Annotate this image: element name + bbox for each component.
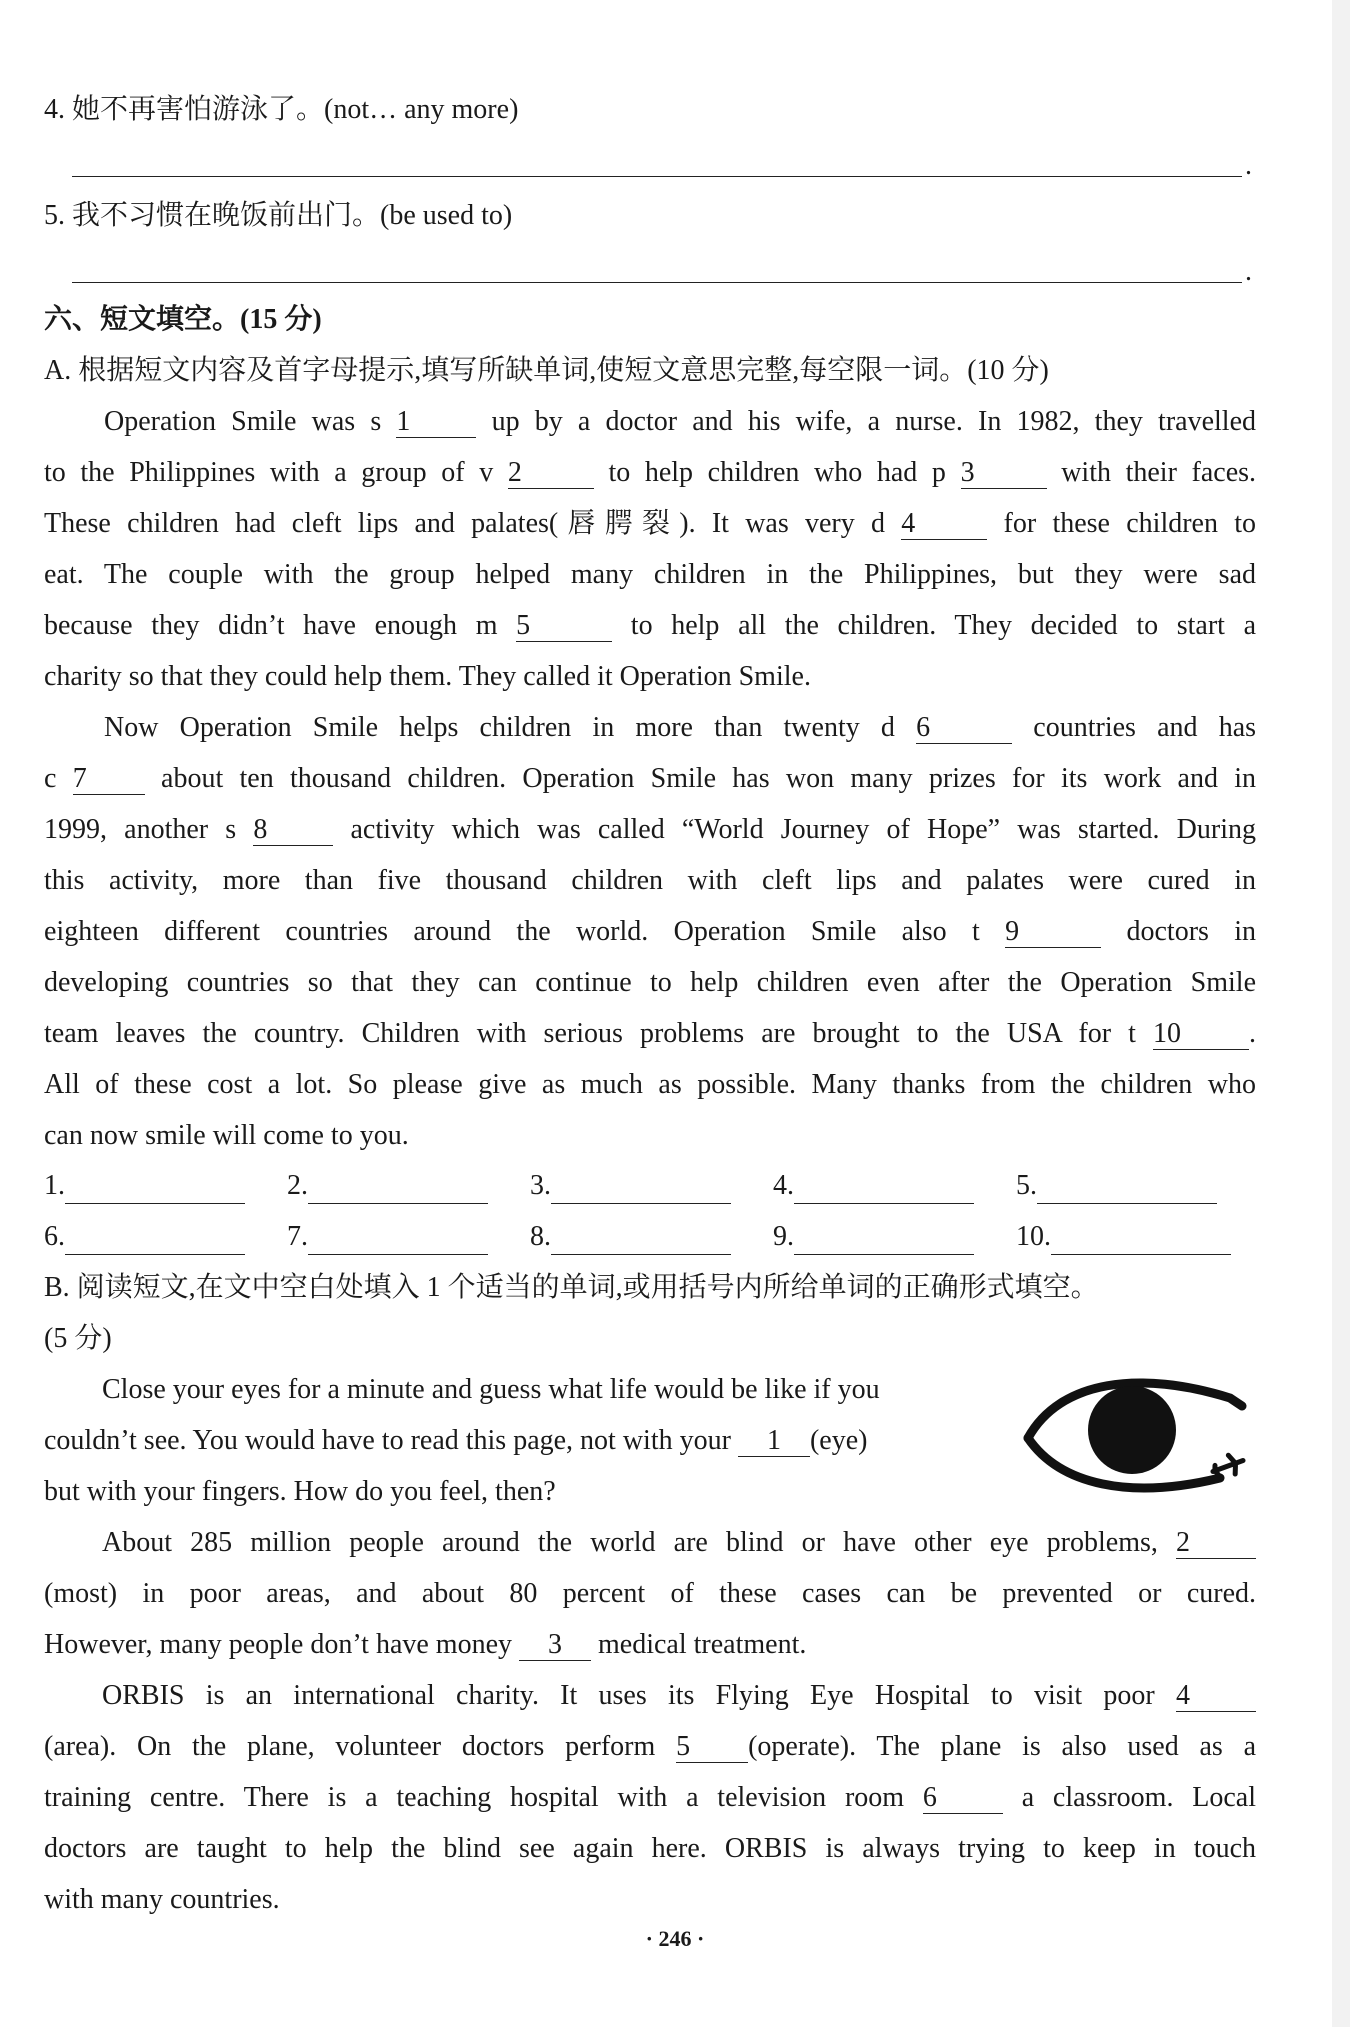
text: medical treatment. [598,1629,807,1660]
answer-slot-4[interactable] [773,1168,974,1204]
num: 5. [1016,1170,1037,1201]
passage-a-line-6: charity so that they could help them. They called it Operation Smile. [44,661,811,692]
num: 2. [287,1170,308,1201]
answer-slot-7[interactable] [287,1219,488,1255]
eye-with-airplane-icon [1020,1360,1260,1510]
text: 1999, another s [44,814,237,845]
blank-b4[interactable]: 4 [1176,1681,1256,1712]
blank-3[interactable]: 3 [961,458,1047,489]
num: 8. [530,1221,551,1252]
text: team leaves the country. Children with serious problems are brought to the USA for t [44,1018,1136,1049]
num: 1. [44,1170,65,1201]
period-4: . [1245,150,1252,181]
passage-a-line-12: developing countries so that they can continue to help children even after the Operation Smile [44,967,1256,998]
part-a-instruction: A. 根据短文内容及首字母提示,填写所缺单词,使短文意思完整,每空限一词。(10 分) [44,355,1049,386]
text: couldn’t see. You would have to read this page, not with your [44,1425,731,1456]
passage-a-line-13 [44,1016,1256,1052]
answer-underline[interactable] [65,1224,245,1255]
blank-9[interactable]: 9 [1005,917,1101,948]
blank-4[interactable]: 4 [901,509,987,540]
answer-underline[interactable] [1051,1224,1231,1255]
passage-b-line-6 [44,1627,1256,1663]
text: to help all the children. They decided to start a [630,610,1257,641]
passage-b-line-4 [102,1525,1256,1561]
text: to help children who had p [608,457,946,488]
text: a classroom. Local [1021,1782,1257,1813]
text: to the Philippines with a group of v [44,457,494,488]
text: However, many people don’t have money [44,1629,513,1660]
text: up by a doctor and his wife, a nurse. In 1982, they travelled [491,406,1256,437]
passage-b-line-8 [44,1729,1256,1765]
passage-a-line-8 [44,761,1256,797]
passage-a-line-4: eat. The couple with the group helped many children in the Philippines, but they were sad [44,559,1256,590]
passage-b-line-10: doctors are taught to help the blind see again here. ORBIS is always trying to keep in touch [44,1833,1256,1864]
blank-10[interactable]: 10 [1153,1019,1249,1050]
passage-a-line-1 [104,404,1256,440]
question-4: 4. 她不再害怕游泳了。(not… any more) [44,94,519,125]
passage-b-line-3: but with your fingers. How do you feel, then? [44,1476,556,1507]
blank-b2[interactable]: 2 [1176,1528,1256,1559]
text: These children had cleft lips and palates(唇腭裂). It was very d [44,508,886,539]
passage-b-line-9 [44,1780,1256,1816]
blank-b1[interactable]: 1 [738,1426,810,1457]
answer-underline[interactable] [794,1173,974,1204]
answer-underline[interactable] [551,1173,731,1204]
passage-a-line-7 [104,710,1256,746]
answer-slot-2[interactable] [287,1168,488,1204]
passage-b-line-2 [44,1423,1004,1459]
blank-1[interactable]: 1 [396,407,476,438]
blank-b6[interactable]: 6 [923,1783,1003,1814]
section-title: 六、短文填空。(15 分) [44,304,322,335]
text: . [1249,1018,1257,1049]
scan-edge-shade [1332,0,1350,2027]
part-b-score: (5 分) [44,1323,112,1354]
answer-slot-10[interactable] [1016,1219,1231,1255]
text: countries and has [1033,712,1257,743]
num: 3. [530,1170,551,1201]
passage-a-line-14: All of these cost a lot. So please give as much as possible. Many thanks from the children who [44,1069,1256,1100]
text: because they didn’t have enough m [44,610,498,641]
answer-underline[interactable] [794,1224,974,1255]
passage-a-line-10: this activity, more than five thousand children with cleft lips and palates were cured in [44,865,1256,896]
text: (eye) [809,1425,868,1456]
text: Now Operation Smile helps children in more than twenty d [104,712,895,743]
text: eighteen different countries around the world. Operation Smile also t [44,916,980,947]
text: activity which was called “World Journey of Hope” was started. During [350,814,1257,845]
num: 10. [1016,1221,1051,1252]
text: (area). On the plane, volunteer doctors perform [44,1731,656,1762]
passage-b-line-5: (most) in poor areas, and about 80 percent of these cases can be prevented or cured. [44,1578,1256,1609]
text: about ten thousand children. Operation Smile has won many prizes for its work and in [161,763,1257,794]
text: with their faces. [1061,457,1257,488]
answer-slot-6[interactable] [44,1219,245,1255]
period-5: . [1245,256,1252,287]
passage-b-line-7 [102,1678,1256,1714]
blank-8[interactable]: 8 [253,815,333,846]
text: doctors in [1126,916,1257,947]
passage-a-line-3 [44,506,1256,542]
num: 6. [44,1221,65,1252]
answer-slot-8[interactable] [530,1219,731,1255]
answer-line-5[interactable] [72,282,1242,283]
passage-b-line-11: with many countries. [44,1884,280,1915]
passage-a-line-2 [44,455,1256,491]
passage-a-line-15: can now smile will come to you. [44,1120,409,1151]
blank-b5[interactable]: 5 [676,1732,748,1763]
blank-7[interactable]: 7 [73,764,145,795]
answer-underline[interactable] [1037,1173,1217,1204]
num: 7. [287,1221,308,1252]
question-5: 5. 我不习惯在晚饭前出门。(be used to) [44,200,513,231]
part-b-instruction: B. 阅读短文,在文中空白处填入 1 个适当的单词,或用括号内所给单词的正确形式填空。 [44,1272,1099,1303]
answer-slot-9[interactable] [773,1219,974,1255]
text: ORBIS is an international charity. It uses its Flying Eye Hospital to visit poor [102,1680,1155,1711]
page-number: · 246 · [645,1926,705,1951]
passage-b-line-1: Close your eyes for a minute and guess what life would be like if you [102,1374,880,1405]
answer-underline[interactable] [551,1224,731,1255]
answer-slot-1[interactable] [44,1168,245,1204]
text: c [44,763,57,794]
text: Operation Smile was s [104,406,382,437]
text: (operate). The plane is also used as a [748,1731,1256,1762]
blank-6[interactable]: 6 [916,713,1012,744]
answer-line-4[interactable] [72,176,1242,177]
blank-b3[interactable]: 3 [519,1630,591,1661]
text: training centre. There is a teaching hospital with a television room [44,1782,905,1813]
blank-5[interactable]: 5 [516,611,612,642]
answer-underline[interactable] [308,1224,488,1255]
num: 4. [773,1170,794,1201]
answer-slot-5[interactable] [1016,1168,1217,1204]
passage-a-line-9 [44,812,1256,848]
num: 9. [773,1221,794,1252]
answer-underline[interactable] [308,1173,488,1204]
answer-slot-3[interactable] [530,1168,731,1204]
blank-2[interactable]: 2 [508,458,594,489]
passage-a-line-5 [44,608,1256,644]
text: for these children to [1003,508,1257,539]
passage-a-line-11 [44,914,1256,950]
answer-underline[interactable] [65,1173,245,1204]
text: About 285 million people around the world are blind or have other eye problems, [102,1527,1158,1558]
